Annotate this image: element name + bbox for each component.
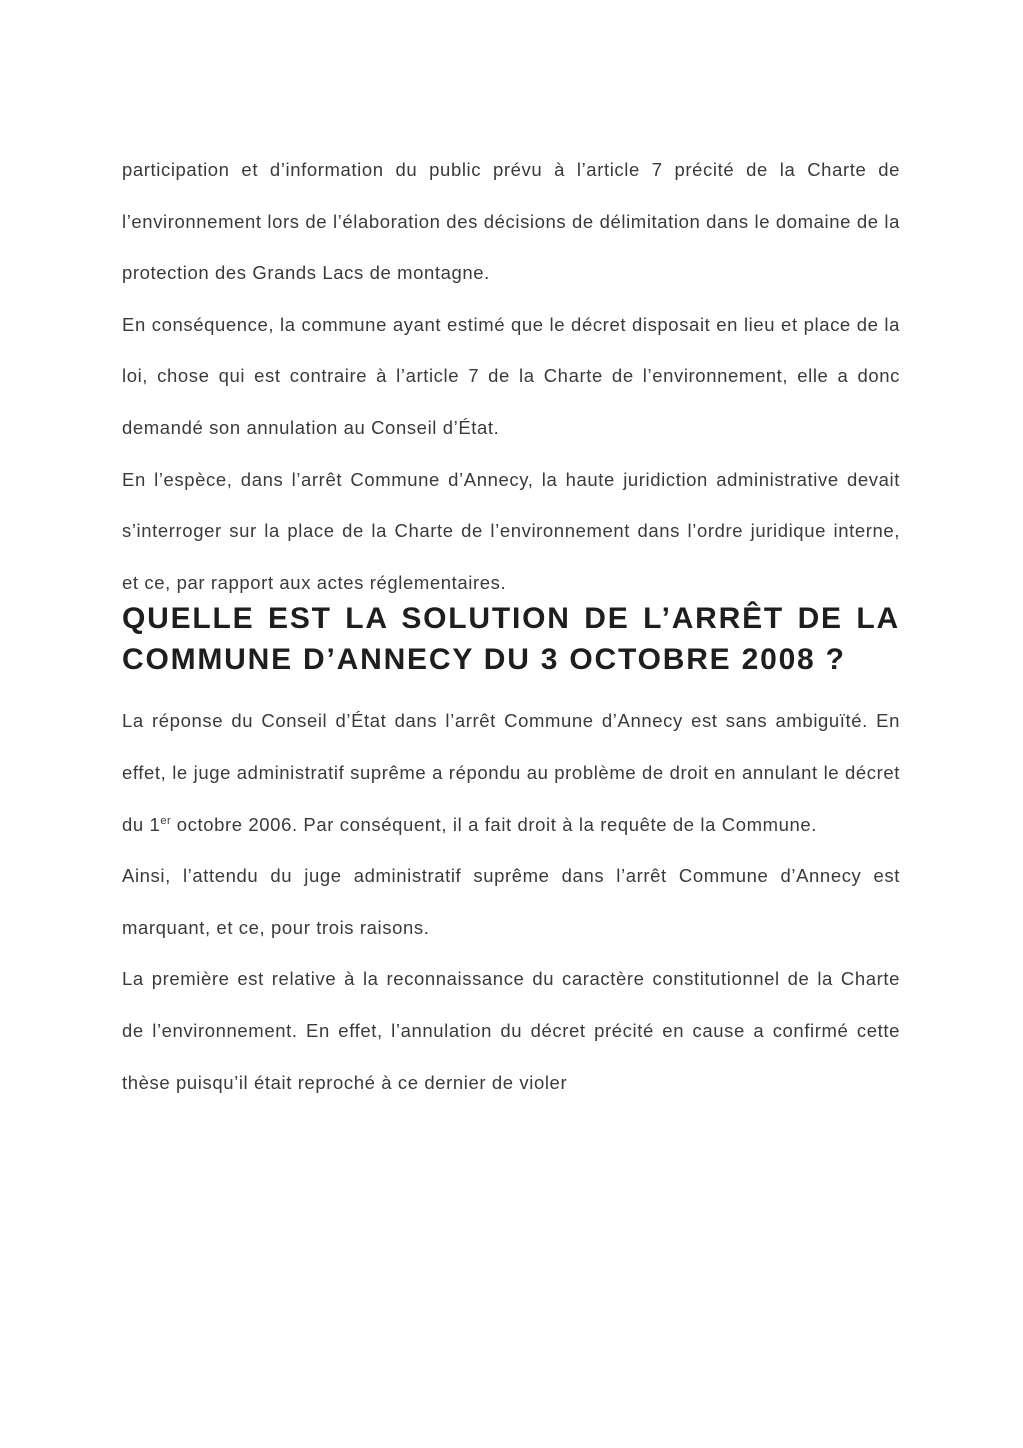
paragraph-in-this-case: En l’espèce, dans l’arrêt Commune d’Annecy, la haute juridiction administrative devait s’interroger sur la place de la Charte de l’environnement dans l’ordre juridique interne, et ce, par rapport aux actes réglementaires. (122, 468, 900, 593)
section-heading: QUELLE EST LA SOLUTION DE L’ARRÊT DE LA COMMUNE D’ANNECY DU 3 OCTOBRE 2008 ? (122, 602, 900, 677)
paragraph-consequence: En conséquence, la commune ayant estimé que le décret disposait en lieu et place de la loi, chose qui est contraire à l’article 7 de la Charte de l’environnement, elle a donc demandé son annulation au Conseil d’État. (122, 313, 900, 438)
paragraph-three-reasons: Ainsi, l’attendu du juge administratif suprême dans l’arrêt Commune d’Annecy est marquant, et ce, pour trois raisons. (122, 865, 900, 938)
paragraph-answer (122, 695, 900, 850)
ordinal-superscript: er (160, 814, 172, 827)
answer-text-end: octobre 2006. Par conséquent, il a fait droit à la requête de la Commune. (171, 813, 818, 835)
answer-text-start: La réponse du Conseil d’État dans l’arrêt Commune d’Annecy est sans ambiguïté. En effet, le juge administratif suprême a répondu au problème de droit en annulant le décret du 1 (122, 710, 900, 835)
document-page (122, 144, 900, 1108)
paragraph-public-participation: participation et d’information du public prévu à l’article 7 précité de la Charte de l’environnement lors de l’élaboration des décisions de délimitation dans le domaine de la protection des Grands Lacs de montagne. (122, 159, 900, 284)
paragraph-first-reason: La première est relative à la reconnaissance du caractère constitutionnel de la Charte de l’environnement. En effet, l’annulation du décret précité en cause a confirmé cette thèse puisqu’il était reproché à ce dernier de violer (122, 968, 900, 1093)
